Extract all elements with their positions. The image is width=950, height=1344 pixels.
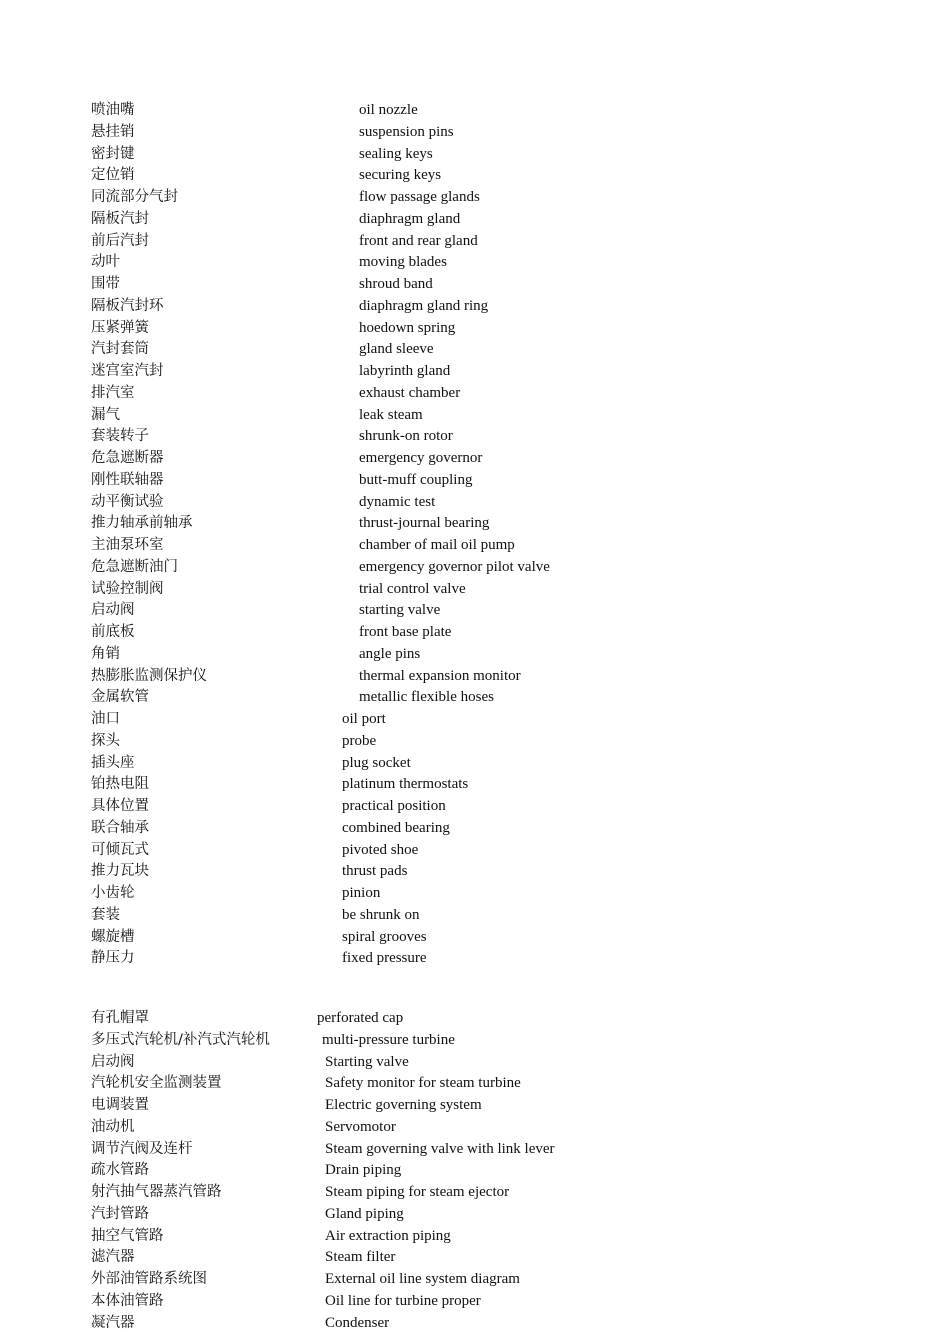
english-term: suspension pins <box>359 123 454 140</box>
english-term: dynamic test <box>359 493 436 510</box>
chinese-term: 汽封套筒 <box>91 341 149 358</box>
english-term: be shrunk on <box>342 906 420 923</box>
chinese-term: 定位销 <box>91 167 135 184</box>
english-term: leak steam <box>359 406 423 423</box>
english-term: angle pins <box>359 645 421 662</box>
english-term: pivoted shoe <box>342 841 419 858</box>
chinese-term: 铂热电阻 <box>91 776 149 793</box>
english-term: thrust-journal bearing <box>359 515 490 532</box>
english-term: Drain piping <box>325 1162 402 1179</box>
english-term: emergency governor <box>359 450 483 466</box>
chinese-term: 疏水管路 <box>91 1162 149 1179</box>
chinese-term: 外部油管路系统图 <box>91 1271 207 1287</box>
chinese-term: 调节汽阀及连杆 <box>91 1140 193 1157</box>
english-term: Oil line for turbine proper <box>325 1292 481 1309</box>
english-term: thermal expansion monitor <box>359 667 521 684</box>
english-term: Air extraction piping <box>325 1227 451 1244</box>
english-term: Electric governing system <box>325 1097 482 1113</box>
chinese-term: 主油泵环室 <box>91 537 164 553</box>
english-term: plug socket <box>342 754 411 771</box>
chinese-term: 推力轴承前轴承 <box>91 515 193 532</box>
chinese-term: 可倾瓦式 <box>91 841 149 858</box>
chinese-term: 角销 <box>91 645 120 662</box>
english-term: External oil line system diagram <box>325 1271 520 1287</box>
english-term: hoedown spring <box>359 319 456 336</box>
english-term: labyrinth gland <box>359 363 451 379</box>
chinese-term: 推力瓦块 <box>91 863 149 880</box>
english-term: fixed pressure <box>342 950 427 967</box>
english-term: starting valve <box>359 602 441 619</box>
english-term: emergency governor pilot valve <box>359 558 550 575</box>
english-term: shroud band <box>359 276 433 292</box>
chinese-term: 热膨胀监测保护仪 <box>91 667 207 684</box>
chinese-term: 迷宫室汽封 <box>91 363 164 379</box>
chinese-term: 危急遮断油门 <box>91 558 178 575</box>
english-term: oil nozzle <box>359 102 418 118</box>
chinese-term: 油口 <box>91 711 120 727</box>
chinese-term: 螺旋槽 <box>91 928 135 945</box>
english-term: gland sleeve <box>359 341 434 358</box>
chinese-term: 同流部分气封 <box>91 189 178 205</box>
english-term: diaphragm gland <box>359 210 461 227</box>
english-term: front base plate <box>359 624 452 640</box>
english-term: Servomotor <box>325 1118 396 1135</box>
english-term: Steam piping for steam ejector <box>325 1184 510 1200</box>
chinese-term: 喷油嘴 <box>91 102 135 118</box>
chinese-term: 隔板汽封 <box>91 210 149 227</box>
chinese-term: 汽封管路 <box>91 1205 149 1222</box>
english-term: securing keys <box>359 167 442 184</box>
english-term: pinion <box>342 885 381 901</box>
chinese-term: 围带 <box>91 276 120 292</box>
english-term: oil port <box>342 711 386 727</box>
chinese-term: 射汽抽气器蒸汽管路 <box>91 1184 222 1200</box>
chinese-term: 电调装置 <box>91 1097 149 1113</box>
chinese-term: 动叶 <box>91 254 120 271</box>
english-term: flow passage glands <box>359 189 480 205</box>
english-term: Starting valve <box>325 1053 409 1070</box>
chinese-term: 本体油管路 <box>91 1292 164 1309</box>
chinese-term: 抽空气管路 <box>91 1227 164 1244</box>
chinese-term: 前后汽封 <box>91 232 149 249</box>
english-term: spiral grooves <box>342 928 427 945</box>
chinese-term: 小齿轮 <box>91 885 135 901</box>
chinese-term: 密封键 <box>91 145 135 162</box>
chinese-term: 静压力 <box>91 950 135 967</box>
english-term: front and rear gland <box>359 232 478 249</box>
english-term: chamber of mail oil pump <box>359 537 515 553</box>
chinese-term: 凝汽器 <box>91 1314 135 1331</box>
chinese-term: 启动阀 <box>91 1053 135 1070</box>
chinese-term: 隔板汽封环 <box>91 297 164 314</box>
chinese-term: 压紧弹簧 <box>91 319 149 336</box>
chinese-term: 具体位置 <box>91 798 149 814</box>
chinese-term: 试验控制阀 <box>91 580 164 597</box>
english-term: Condenser <box>325 1314 390 1331</box>
chinese-term: 汽轮机安全监测装置 <box>91 1075 222 1092</box>
english-term: Safety monitor for steam turbine <box>325 1075 521 1092</box>
chinese-term: 多压式汽轮机/补汽式汽轮机 <box>91 1031 270 1048</box>
english-term: butt-muff coupling <box>359 471 473 488</box>
chinese-term: 启动阀 <box>91 602 135 619</box>
chinese-term: 有孔帽罩 <box>91 1010 149 1026</box>
english-term: trial control valve <box>359 580 466 597</box>
english-term: practical position <box>342 798 446 814</box>
chinese-term: 漏气 <box>91 406 120 423</box>
english-term: metallic flexible hoses <box>359 689 494 706</box>
chinese-term: 危急遮断器 <box>91 450 164 466</box>
english-term: diaphragm gland ring <box>359 297 489 314</box>
chinese-term: 探头 <box>91 732 120 749</box>
chinese-term: 油动机 <box>91 1118 135 1135</box>
english-term: Gland piping <box>325 1205 404 1222</box>
english-term: multi-pressure turbine <box>322 1031 455 1048</box>
english-term: sealing keys <box>359 145 433 162</box>
english-term: platinum thermostats <box>342 776 469 793</box>
chinese-term: 悬挂销 <box>91 123 135 140</box>
english-term: Steam filter <box>325 1249 396 1266</box>
english-term: exhaust chamber <box>359 384 461 401</box>
english-term: perforated cap <box>317 1010 404 1026</box>
english-term: thrust pads <box>342 863 408 880</box>
english-term: shrunk-on rotor <box>359 428 453 445</box>
chinese-term: 动平衡试验 <box>91 493 164 510</box>
chinese-term: 联合轴承 <box>91 819 149 836</box>
chinese-term: 刚性联轴器 <box>91 471 164 488</box>
english-term: moving blades <box>359 254 447 271</box>
chinese-term: 滤汽器 <box>91 1249 135 1266</box>
english-term: Steam governing valve with link lever <box>325 1140 555 1157</box>
english-term: probe <box>342 732 377 749</box>
chinese-term: 套装 <box>91 906 120 923</box>
english-term: combined bearing <box>342 819 450 836</box>
chinese-term: 排汽室 <box>91 384 135 401</box>
chinese-term: 前底板 <box>91 624 135 640</box>
chinese-term: 金属软管 <box>91 689 149 706</box>
chinese-term: 套装转子 <box>91 428 149 445</box>
chinese-term: 插头座 <box>91 754 135 771</box>
